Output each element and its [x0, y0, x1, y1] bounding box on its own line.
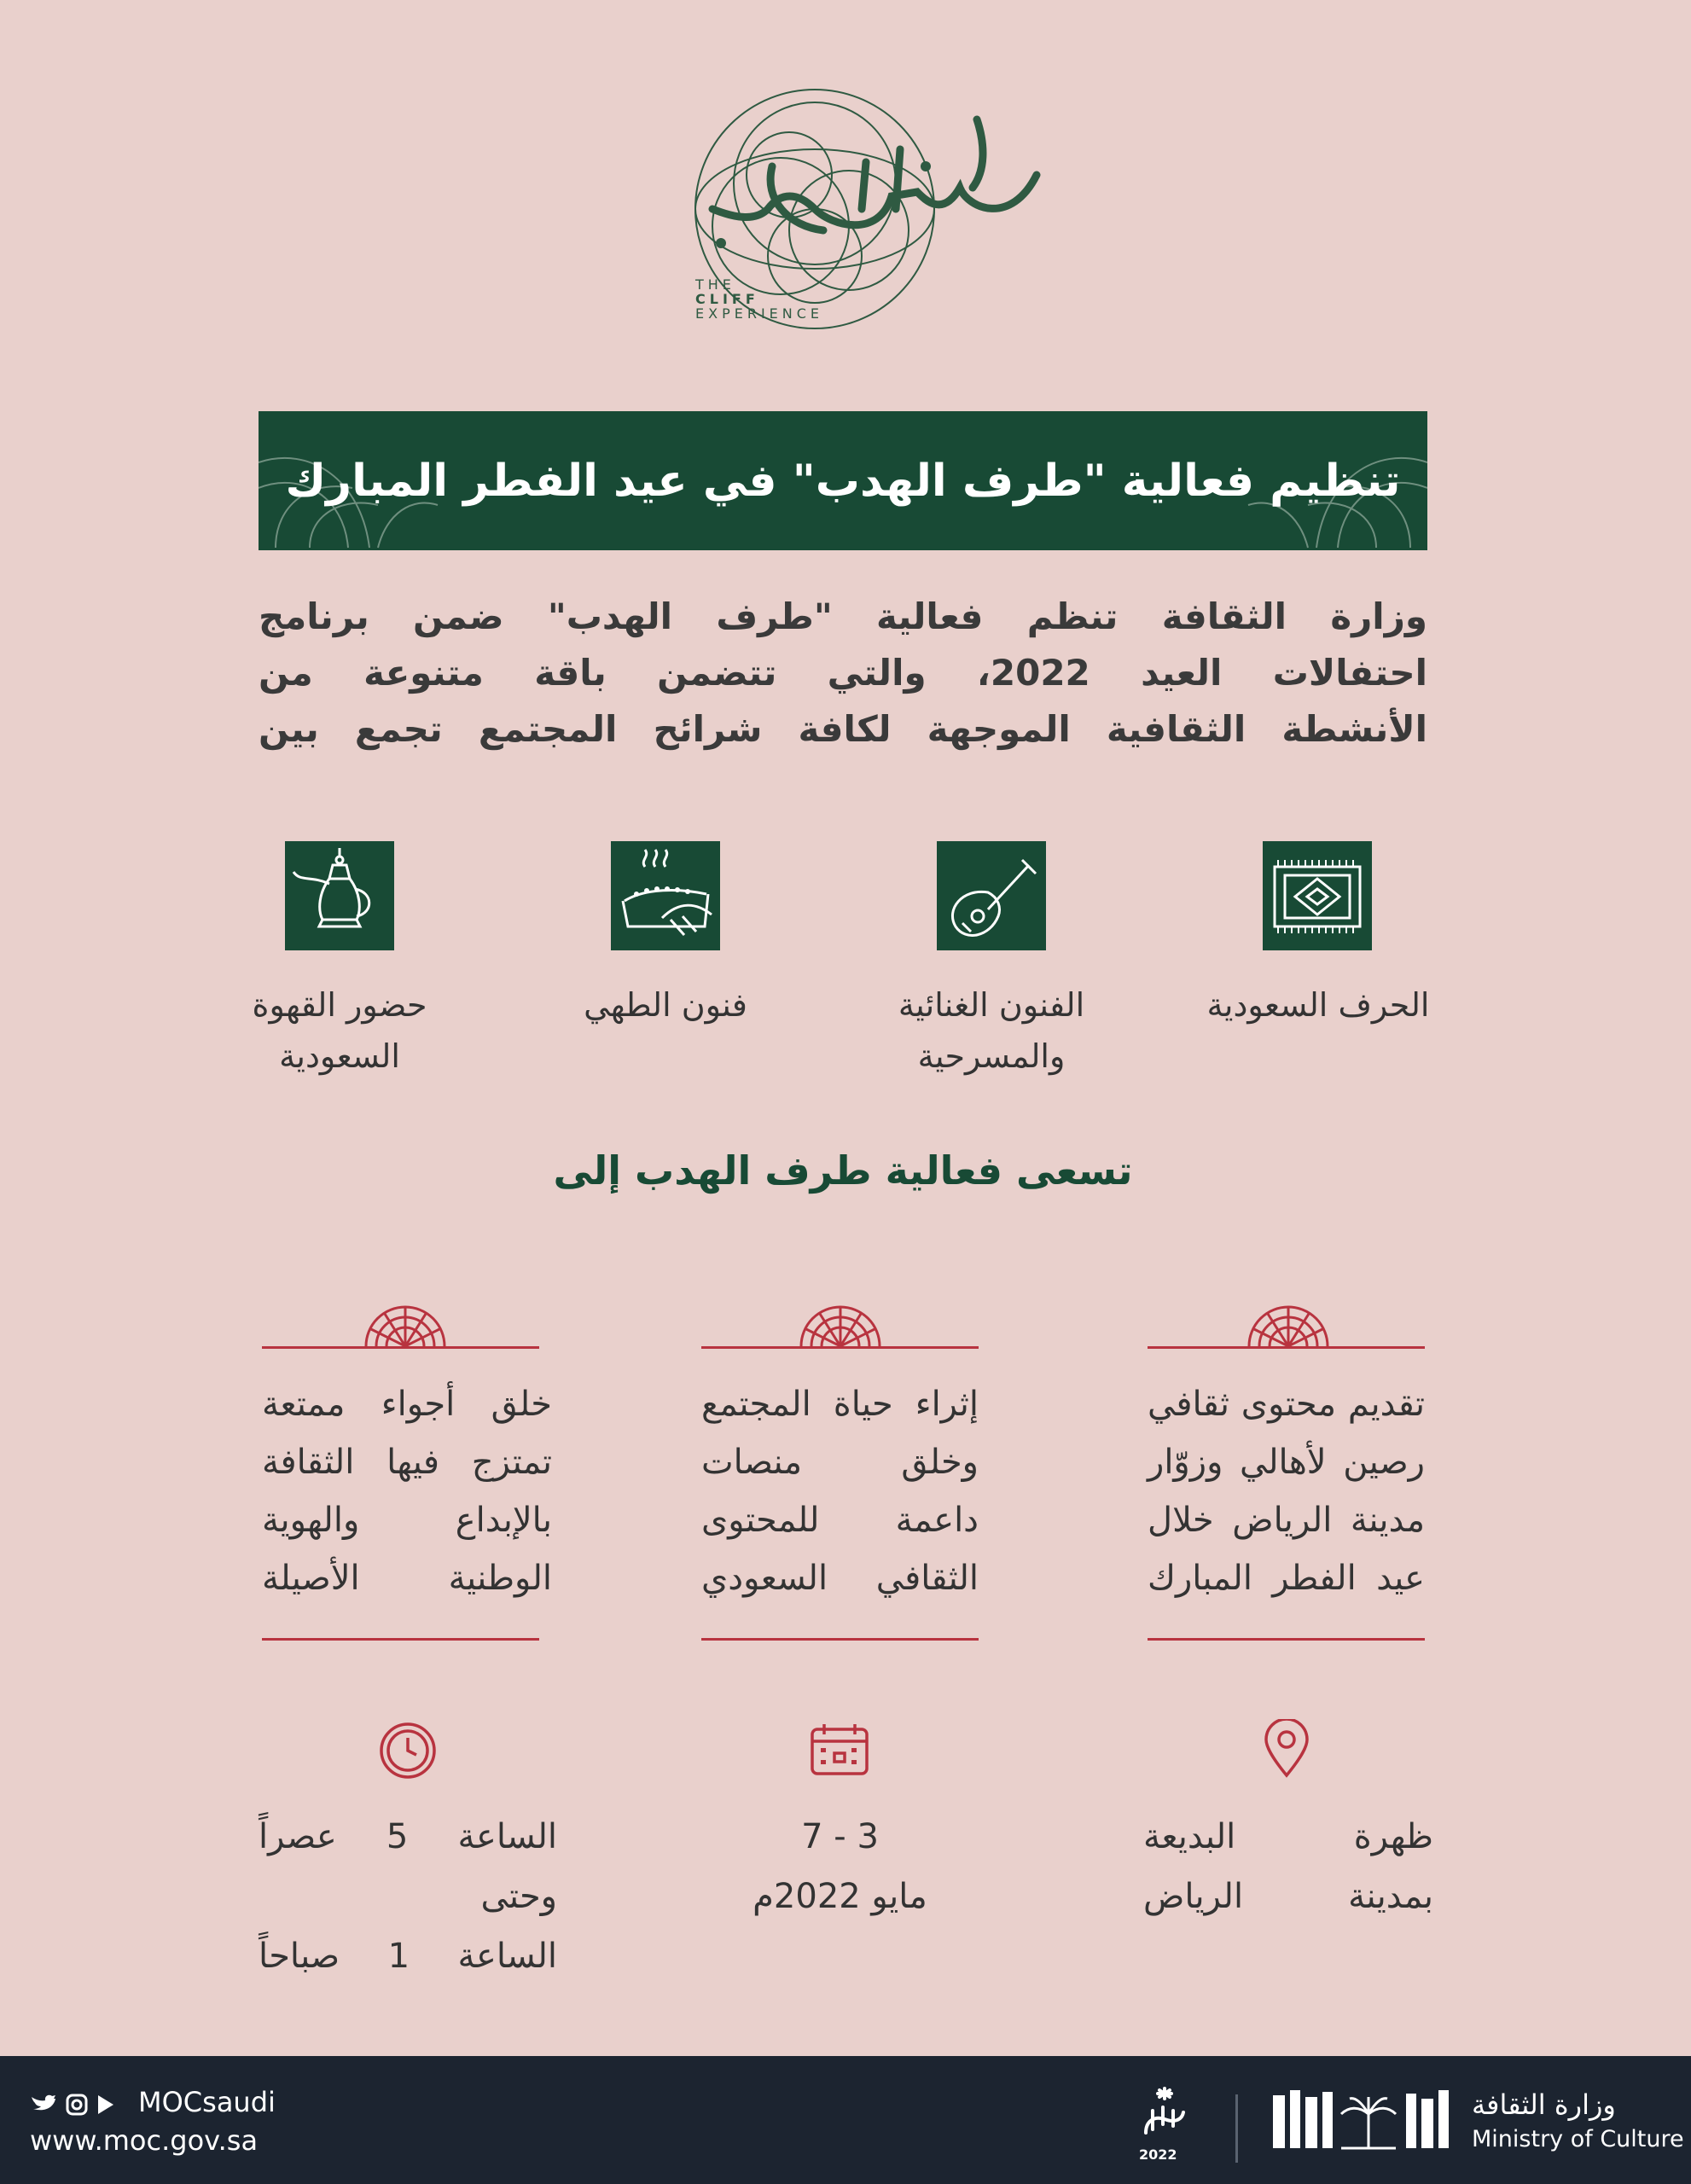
eid-logo-icon	[1139, 2082, 1190, 2148]
website-link[interactable]: www.moc.gov.sa	[30, 2124, 259, 2157]
location-pin-icon	[1263, 1719, 1310, 1779]
goal-line: مدينة الرياض خلال	[1148, 1501, 1425, 1540]
ministry-name-english: Ministry of Culture	[1472, 2126, 1684, 2152]
goal-line: تقديم محتوى ثقافي	[1148, 1385, 1425, 1424]
goal-line: خلق أجواء ممتعة	[262, 1385, 552, 1424]
logo-latin-text	[695, 277, 917, 321]
instagram-icon	[67, 2095, 86, 2114]
goal-bottom-rule	[262, 1638, 539, 1641]
time-line: الساعة 1 صباحاً	[259, 1937, 557, 1976]
goal-line: الوطنية الأصيلة	[262, 1559, 552, 1598]
intro-line: وزارة الثقافة تنظم فعالية "طرف الهدب" ضمن برنامج	[259, 595, 1427, 637]
goal-line: وخلق منصات	[701, 1443, 979, 1482]
dome-ornament-icon	[798, 1304, 883, 1348]
feature-label-cooking	[538, 979, 793, 1031]
goal-top-rule	[701, 1346, 979, 1349]
feature-label-music	[863, 979, 1119, 1082]
date-text	[701, 1807, 979, 1926]
feature-label-coffee	[212, 979, 468, 1082]
clock-icon	[378, 1721, 438, 1780]
goal-line: داعمة للمحتوى	[701, 1501, 979, 1540]
goal-line: عيد الفطر المبارك	[1148, 1559, 1425, 1598]
goal-bottom-rule	[1148, 1638, 1425, 1641]
logo-line-experience: EXPERIENCE	[695, 305, 824, 322]
location-line: بمدينة الرياض	[1143, 1877, 1433, 1916]
goal-bottom-rule	[701, 1638, 979, 1641]
feature-label-line: السعودية	[279, 1037, 400, 1075]
goal-line: الثقافي السعودي	[701, 1559, 979, 1598]
dome-ornament-icon	[363, 1304, 448, 1348]
intro-line: احتفالات العيد 2022، والتي تتضمن باقة متنوعة من	[259, 652, 1428, 694]
feature-label-line: الفنون الغنائية	[898, 986, 1085, 1024]
goal-line: بالإبداع والهوية	[262, 1501, 552, 1540]
intro-paragraph	[259, 589, 1427, 758]
cooking-icon	[611, 841, 720, 950]
goal-1	[1148, 1375, 1425, 1607]
feature-label-line: فنون الطهي	[584, 986, 747, 1024]
feature-label-line: حضور القهوة	[252, 986, 427, 1024]
logo-line-the: THE	[695, 276, 735, 293]
feature-label-line: والمسرحية	[917, 1037, 1066, 1075]
time-line: الساعة 5 عصراً وحتى	[259, 1817, 558, 1916]
dome-ornament-icon	[1246, 1304, 1331, 1348]
goal-2	[701, 1375, 979, 1607]
moc-books-icon	[1273, 2088, 1461, 2155]
intro-line: الأنشطة الثقافية الموجهة لكافة شرائح المجتمع تجمع بين	[259, 708, 1427, 750]
aims-title: تسعى فعالية طرف الهدب إلى	[553, 1147, 1133, 1194]
coffee-pot-icon	[285, 841, 394, 950]
date-line: مايو 2022م	[753, 1877, 927, 1916]
logo-line-cliff: CLIFF	[695, 291, 759, 307]
social-icons	[30, 2092, 132, 2116]
calendar-icon	[809, 1721, 870, 1777]
date-line: 3 - 7	[801, 1817, 879, 1856]
oud-icon	[937, 841, 1046, 950]
footer-divider	[1235, 2094, 1238, 2163]
goal-top-rule	[1148, 1346, 1425, 1349]
goal-line: إثراء حياة المجتمع	[701, 1385, 979, 1424]
banner-title: تنظيم فعالية "طرف الهدب" في عيد الفطر المبارك	[285, 455, 1401, 507]
title-banner	[259, 411, 1427, 550]
time-text	[259, 1807, 557, 1986]
ministry-name-arabic: وزارة الثقافة	[1472, 2088, 1616, 2121]
feature-label-line: الحرف السعودية	[1206, 986, 1430, 1024]
youtube-icon	[98, 2095, 113, 2114]
goal-line: تمتزج فيها الثقافة	[262, 1443, 552, 1482]
location-line: ظهرة البديعة	[1143, 1817, 1433, 1856]
location-text	[1143, 1807, 1433, 1926]
feature-label-crafts	[1190, 979, 1446, 1031]
goal-line: رصين لأهالي وزوّار	[1148, 1443, 1425, 1482]
social-handle[interactable]: MOCsaudi	[138, 2086, 276, 2118]
twitter-icon	[32, 2095, 55, 2110]
goal-top-rule	[262, 1346, 539, 1349]
carpet-icon	[1263, 841, 1372, 950]
eid-year: 2022	[1139, 2146, 1177, 2163]
goal-3	[262, 1375, 552, 1607]
